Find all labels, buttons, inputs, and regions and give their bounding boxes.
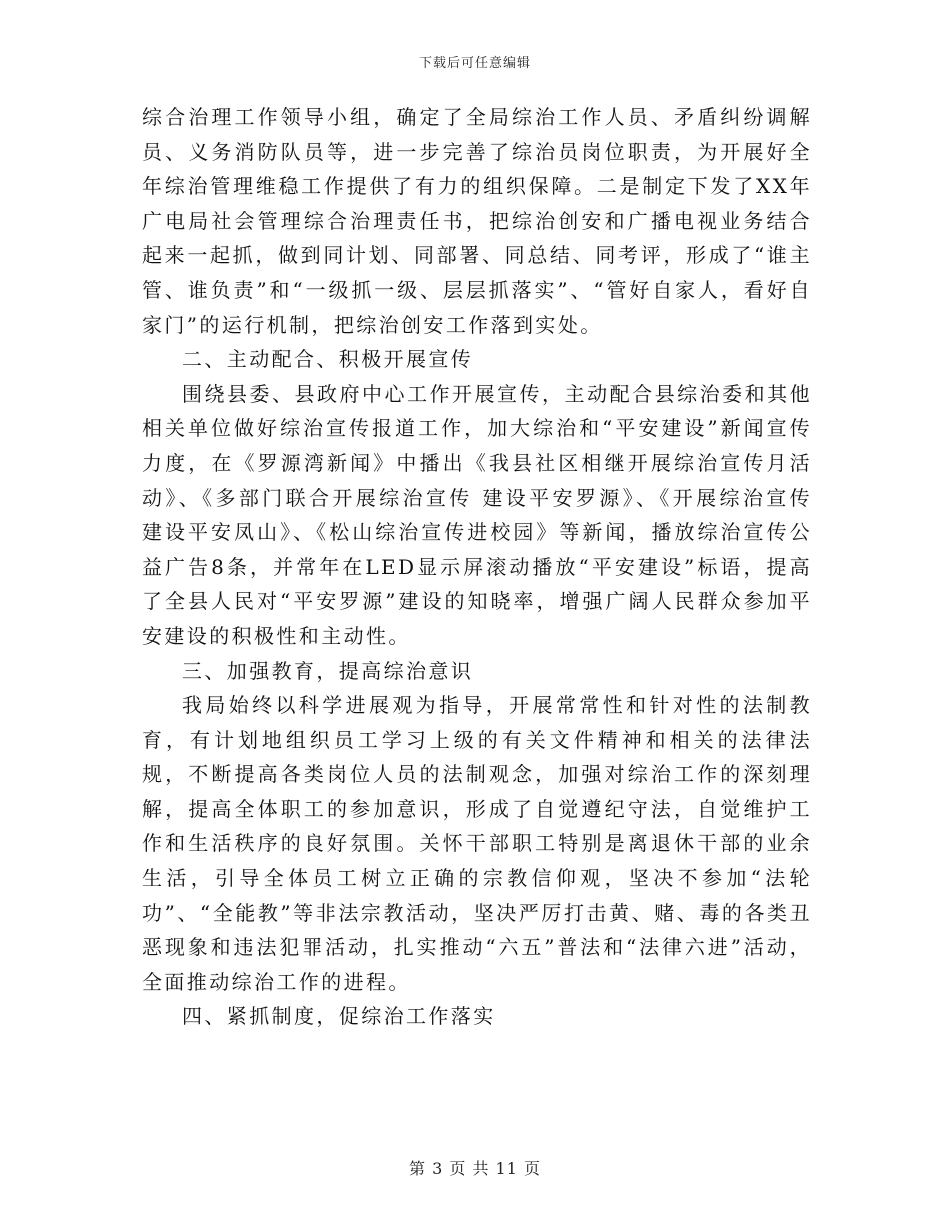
page-number-footer: 第 3 页 共 11 页 [409, 1159, 541, 1178]
paragraph-education: 我局始终以科学进展观为指导，开展常常性和针对性的法制教育，有计划地组织员工学习上级的有关文件精神和相关的法律法规，不断提高各类岗位人员的法制观念，加强对综治工作的深刻理解，提高全体职工的参加意识，形成了自觉遵纪守法，自觉维护工作和生活秩序的良好氛围。关怀干部职工特别是离退休干部的业余生活，引导全体员工树立正确的宗教信仰观，坚决不参加“法轮功”、“全能教”等非法宗教活动，坚决严厉打击黄、赌、毒的各类丑恶现象和违法犯罪活动，扎实推动“六五”普法和“法律六进”活动，全面推动综治工作的进程。 [142, 693, 812, 994]
section-heading-2: 二、主动配合、积极开展宣传 [182, 347, 474, 372]
section-heading-4: 四、紧抓制度，促综治工作落实 [182, 1004, 496, 1029]
paragraph-publicity: 围绕县委、县政府中心工作开展宣传，主动配合县综治委和其他相关单位做好综治宣传报道工作，加大综治和“平安建设”新闻宣传力度，在《罗源湾新闻》中播出《我县社区相继开展综治宣传月活动》、《多部门联合开展综治宣传 建设平安罗源》、《开展综治宣传 建设平安凤山》、《松山综治宣传进校园》等新闻，播放综治宣传公益广告8条，并常年在LED显示屏滚动播放“平安建设”标语，提高了全县人民对“平安罗源”建设的知晓率，增强广阔人民群众参加平安建设的积极性和主动性。 [142, 381, 812, 648]
document-body [142, 100, 812, 1034]
page-header: 下载后可任意编辑 [418, 56, 531, 71]
paragraph-continuation: 综合治理工作领导小组，确定了全局综治工作人员、矛盾纠纷调解员、义务消防队员等，进一步完善了综治员岗位职责，为开展好全年综治管理维稳工作提供了有力的组织保障。二是制定下发了XX年广电局社会管理综合治理责任书，把综治创安和广播电视业务结合起来一起抓，做到同计划、同部署、同总结、同考评，形成了“谁主管、谁负责”和“一级抓一级、层层抓落实”、“管好自家人，看好自家门”的运行机制，把综治创安工作落到实处。 [142, 105, 812, 337]
section-heading-3: 三、加强教育，提高综治意识 [182, 658, 474, 683]
